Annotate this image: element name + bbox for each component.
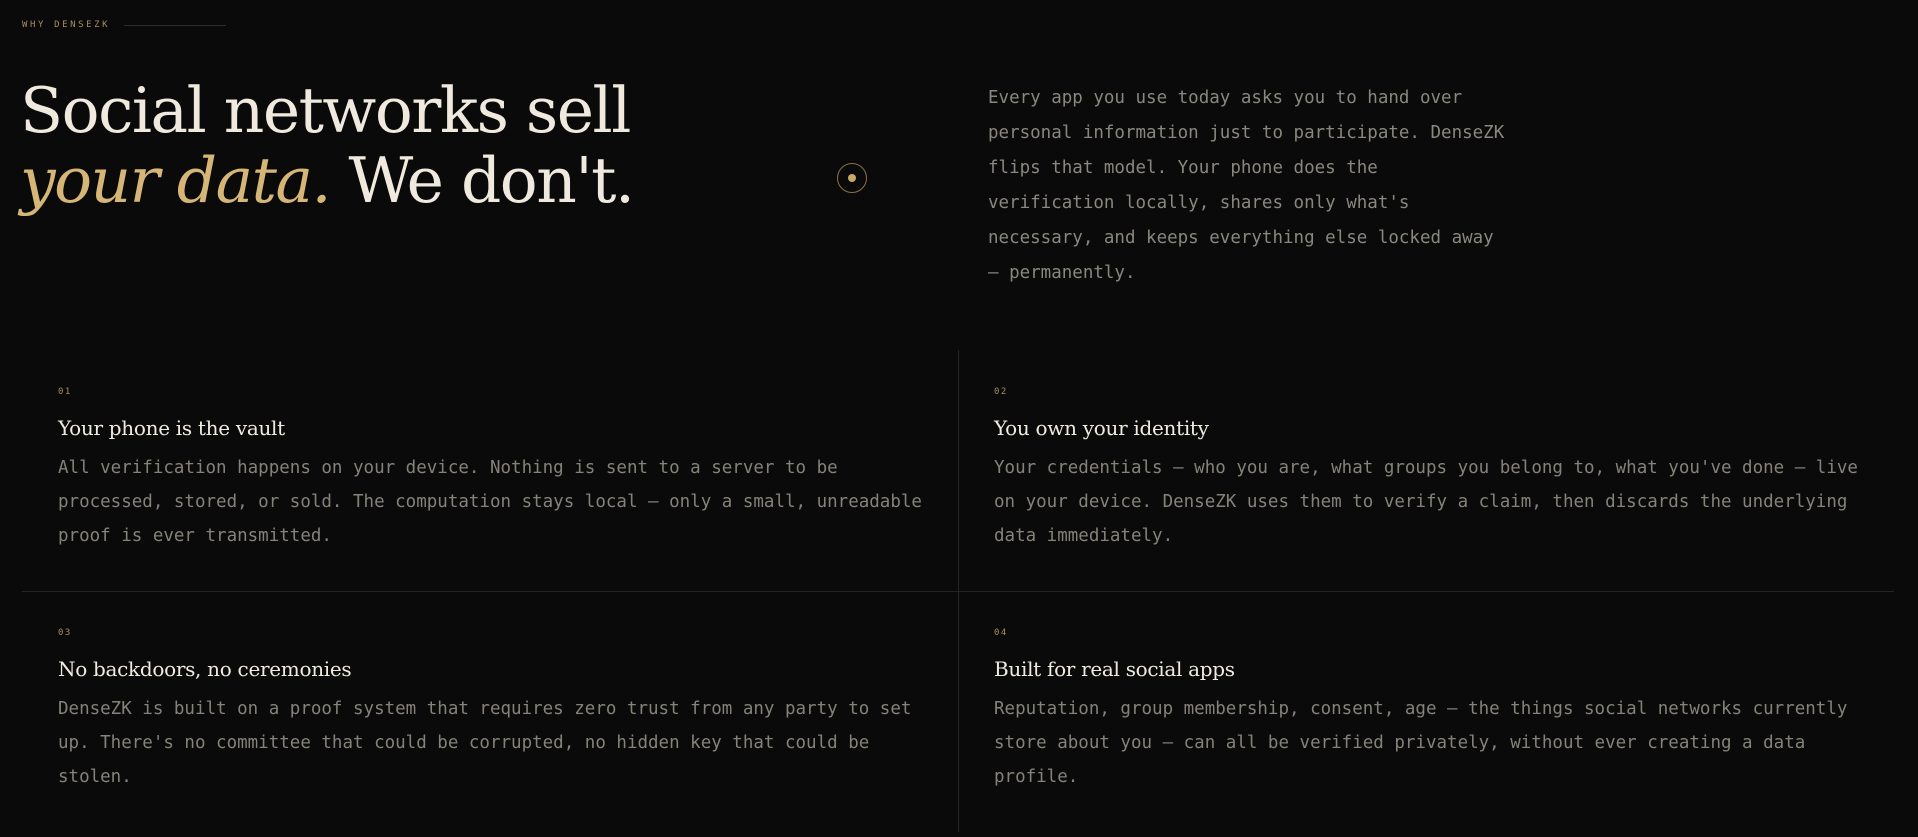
- feature-number: 01: [58, 387, 72, 397]
- headline-line-1: Social networks sell: [20, 74, 630, 147]
- feature-title: Built for real social apps: [994, 657, 1235, 681]
- feature-body: Your credentials — who you are, what groups you belong to, what you've done — live on your device. DenseZK uses them to verify a claim, then discards the underlying data immediately.: [994, 458, 1858, 546]
- feature-card-no-backdoors: [58, 627, 938, 794]
- circle-dot-icon: [837, 163, 867, 193]
- feature-title: No backdoors, no ceremonies: [58, 657, 352, 681]
- feature-card-social-apps: [994, 627, 1874, 794]
- section-eyebrow: [22, 20, 226, 30]
- feature-title: Your phone is the vault: [58, 416, 285, 440]
- eyebrow-label: WHY DENSEZK: [22, 20, 111, 30]
- page-headline: [20, 76, 633, 216]
- feature-title: You own your identity: [994, 416, 1209, 440]
- feature-number: 04: [994, 628, 1008, 638]
- headline-line-2-rest: We don't.: [330, 144, 634, 217]
- feature-card-own-identity: [994, 386, 1874, 553]
- grid-horizontal-divider: [22, 591, 1894, 592]
- badge-center-dot: [848, 174, 856, 182]
- feature-body: DenseZK is built on a proof system that requires zero trust from any party to set up. There's no committee that could be corrupted, no hidden key that could be stolen.: [58, 699, 912, 787]
- feature-body: All verification happens on your device. Nothing is sent to a server to be processed, stored, or sold. The computation stays local — only a small, unreadable proof is ever transmitted.: [58, 458, 922, 546]
- headline-emphasis: your data.: [20, 144, 331, 217]
- feature-grid: [22, 350, 1894, 832]
- feature-number: 02: [994, 387, 1008, 397]
- feature-body: Reputation, group membership, consent, age — the things social networks currently store about you — can all be verified privately, without ever creating a data profile.: [994, 699, 1848, 787]
- feature-number: 03: [58, 628, 72, 638]
- intro-paragraph: Every app you use today asks you to hand over personal information just to participate. DenseZK flips that model. Your phone does the verification locally, shares only what's necessary, and keeps everything else locked away — permanently.: [988, 88, 1505, 283]
- headline-line-2: [20, 146, 633, 216]
- feature-card-phone-vault: [58, 386, 938, 553]
- eyebrow-rule: [124, 25, 226, 26]
